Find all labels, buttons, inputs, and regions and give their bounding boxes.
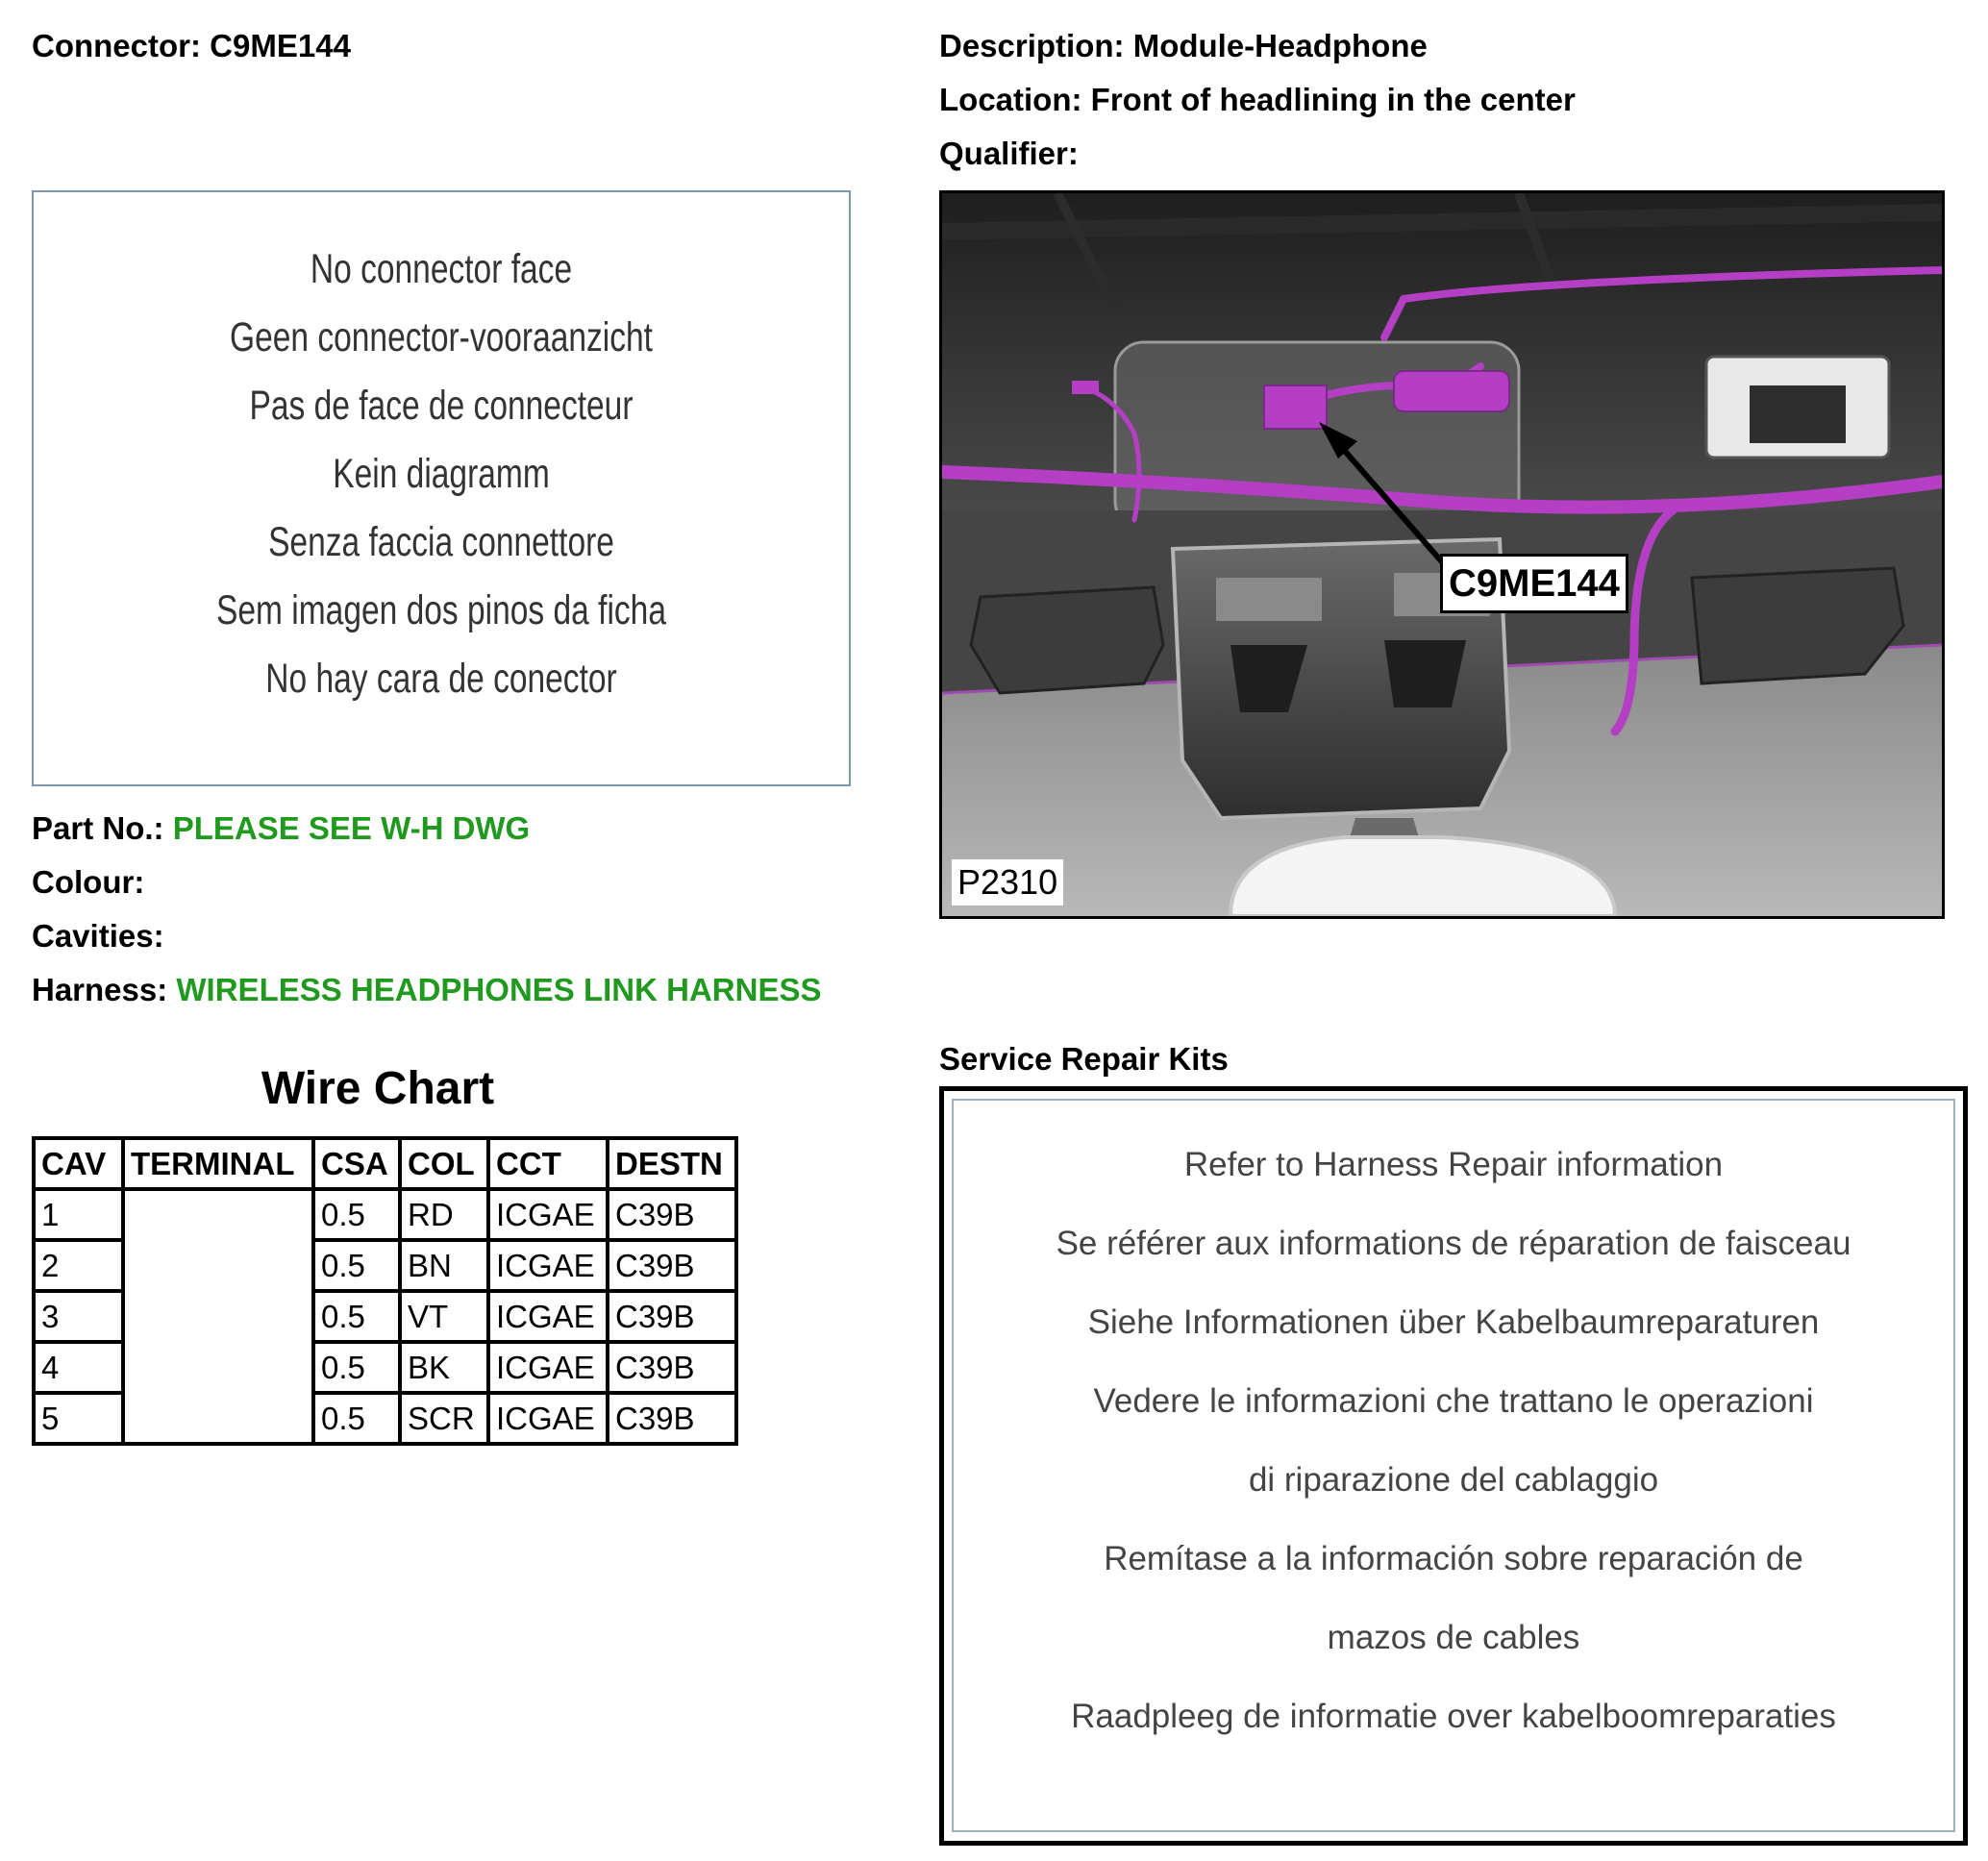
description-value: Module-Headphone	[1132, 28, 1428, 63]
service-repair-kits-title: Service Repair Kits	[939, 1041, 1229, 1077]
no-face-line: No hay cara de conector	[265, 656, 617, 702]
table-row	[34, 1189, 736, 1240]
cell-destn: C39B	[608, 1240, 736, 1291]
cell-cct: ICGAE	[488, 1342, 608, 1393]
part-no-label: Part No.:	[32, 810, 164, 846]
cell-col: VT	[400, 1291, 488, 1342]
col-header-terminal: TERMINAL	[123, 1138, 313, 1189]
location-label: Location:	[939, 82, 1082, 117]
harness-value: WIRELESS HEADPHONES LINK HARNESS	[176, 972, 822, 1007]
cell-csa: 0.5	[313, 1240, 400, 1291]
srk-line: Siehe Informationen über Kabelbaumreparaturen	[1087, 1303, 1820, 1341]
cell-cav: 5	[34, 1393, 123, 1444]
location-photo	[939, 190, 1945, 919]
description-label: Description:	[939, 28, 1125, 63]
cell-cav: 2	[34, 1240, 123, 1291]
wire-chart-header-row	[34, 1138, 736, 1189]
cell-cav: 1	[34, 1189, 123, 1240]
cell-csa: 0.5	[313, 1342, 400, 1393]
part-no-line	[32, 809, 530, 848]
cell-csa: 0.5	[313, 1291, 400, 1342]
col-header-cav: CAV	[34, 1138, 123, 1189]
cell-cct: ICGAE	[488, 1240, 608, 1291]
cell-csa: 0.5	[313, 1189, 400, 1240]
no-connector-face-box	[32, 190, 851, 786]
cell-terminal	[123, 1189, 313, 1444]
cell-col: SCR	[400, 1393, 488, 1444]
col-header-col: COL	[400, 1138, 488, 1189]
srk-line: Remítase a la información sobre reparación de	[1104, 1540, 1803, 1577]
cell-destn: C39B	[608, 1291, 736, 1342]
no-face-line: No connector face	[310, 246, 573, 292]
cell-destn: C39B	[608, 1189, 736, 1240]
cell-cav: 4	[34, 1342, 123, 1393]
cell-col: RD	[400, 1189, 488, 1240]
srk-line: mazos de cables	[1327, 1619, 1580, 1656]
wire-chart-title: Wire Chart	[261, 1063, 495, 1114]
srk-line: Raadpleeg de informatie over kabelboomreparaties	[1071, 1698, 1836, 1735]
col-header-cct: CCT	[488, 1138, 608, 1189]
connector-callout: C9ME144	[1440, 554, 1628, 613]
harness-label: Harness:	[32, 972, 168, 1007]
no-face-line: Geen connector-vooraanzicht	[229, 314, 653, 360]
cell-col: BN	[400, 1240, 488, 1291]
colour-label: Colour:	[32, 864, 145, 900]
cell-csa: 0.5	[313, 1393, 400, 1444]
description-line	[939, 27, 1428, 65]
wire-chart-table	[32, 1136, 738, 1446]
no-face-line: Sem imagen dos pinos da ficha	[216, 587, 666, 633]
srk-line: Refer to Harness Repair information	[1183, 1146, 1724, 1183]
connector-label: Connector:	[32, 28, 201, 63]
cell-col: BK	[400, 1342, 488, 1393]
cell-cav: 3	[34, 1291, 123, 1342]
srk-line: Vedere le informazioni che trattano le operazioni	[1093, 1382, 1814, 1420]
cell-cct: ICGAE	[488, 1393, 608, 1444]
connector-value: C9ME144	[210, 28, 351, 63]
cell-cct: ICGAE	[488, 1189, 608, 1240]
photo-reference: P2310	[952, 859, 1063, 906]
colour-line	[32, 863, 144, 902]
cell-cct: ICGAE	[488, 1291, 608, 1342]
col-header-csa: CSA	[313, 1138, 400, 1189]
connector-line	[32, 27, 351, 65]
harness-line	[32, 971, 821, 1009]
qualifier-line	[939, 135, 1079, 173]
location-line	[939, 81, 1576, 119]
cavities-label: Cavities:	[32, 918, 164, 954]
cell-destn: C39B	[608, 1342, 736, 1393]
cavities-line	[32, 917, 164, 955]
no-face-line: Kein diagramm	[333, 451, 550, 497]
part-no-value: PLEASE SEE W-H DWG	[172, 810, 531, 846]
location-value: Front of headlining in the center	[1090, 82, 1576, 117]
cell-destn: C39B	[608, 1393, 736, 1444]
srk-line: Se référer aux informations de réparation de faisceau	[1056, 1225, 1851, 1262]
no-face-line: Senza faccia connettore	[268, 519, 614, 565]
srk-line: di riparazione del cablaggio	[1248, 1461, 1659, 1499]
no-face-line: Pas de face de connecteur	[249, 383, 634, 429]
qualifier-label: Qualifier:	[939, 136, 1079, 171]
col-header-destn: DESTN	[608, 1138, 736, 1189]
